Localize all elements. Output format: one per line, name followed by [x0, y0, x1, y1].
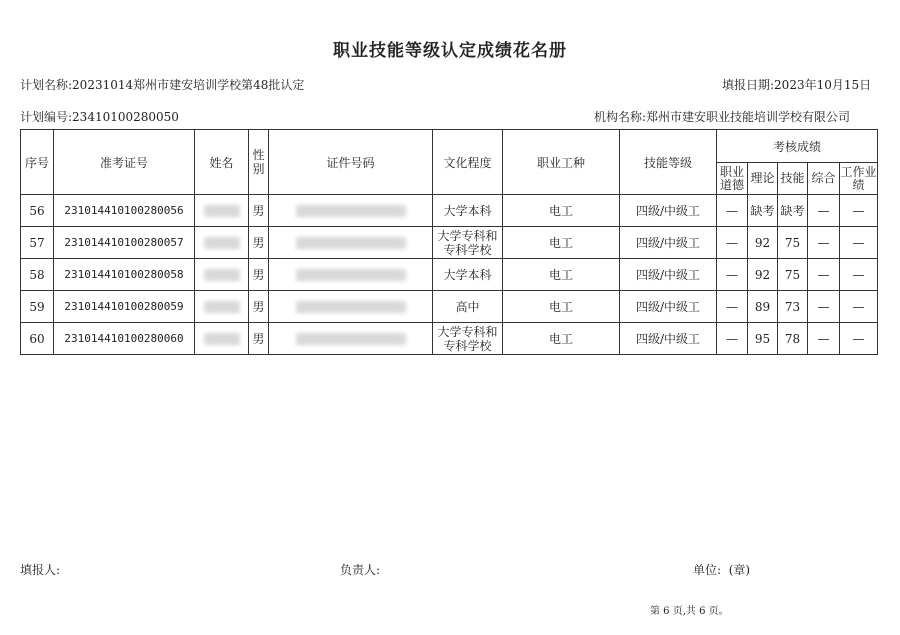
header-theory: 理论: [748, 163, 778, 195]
organization-label: 机构名称:: [594, 110, 647, 124]
cell-comprehensive: —: [808, 259, 840, 291]
cell-theory: 95: [748, 323, 778, 355]
cell-theory: 92: [748, 259, 778, 291]
redaction-blur: [204, 333, 240, 345]
cell-work: —: [840, 195, 878, 227]
cell-ethics: —: [717, 227, 748, 259]
cell-level: 四级/中级工: [620, 195, 717, 227]
organization: [594, 108, 850, 125]
cell-occupation: 电工: [503, 195, 620, 227]
cell-ticket: 231014410100280057: [54, 227, 195, 259]
responsible-label: 负责人:: [340, 563, 381, 577]
cell-seq: 56: [21, 195, 54, 227]
cell-skill: 73: [778, 291, 808, 323]
header-education: 文化程度: [433, 130, 503, 195]
header-work: 工作业绩: [840, 163, 878, 195]
cell-skill: 缺考: [778, 195, 808, 227]
cell-gender: 男: [249, 323, 269, 355]
cell-skill: 78: [778, 323, 808, 355]
cell-seq: 60: [21, 323, 54, 355]
header-name: 姓名: [195, 130, 249, 195]
cell-occupation: 电工: [503, 323, 620, 355]
cell-theory: 89: [748, 291, 778, 323]
document-title: 职业技能等级认定成绩花名册: [333, 41, 567, 61]
header-ethics: 职业道德: [717, 163, 748, 195]
header-id-number: 证件号码: [269, 130, 433, 195]
cell-theory: 缺考: [748, 195, 778, 227]
cell-level: 四级/中级工: [620, 227, 717, 259]
header-ticket: 准考证号: [54, 130, 195, 195]
table-row: [21, 259, 878, 291]
cell-name-redacted: [195, 195, 249, 227]
header-gender: 性别: [249, 130, 269, 195]
fill-date-label: 填报日期:: [722, 78, 775, 92]
cell-ticket: 231014410100280058: [54, 259, 195, 291]
plan-number: [20, 108, 179, 125]
cell-seq: 57: [21, 227, 54, 259]
header-occupation: 职业工种: [503, 130, 620, 195]
table-row: [21, 195, 878, 227]
redaction-blur: [296, 333, 406, 345]
header-seq: 序号: [21, 130, 54, 195]
cell-id-redacted: [269, 323, 433, 355]
header-skill: 技能: [778, 163, 808, 195]
cell-education: 大学本科: [433, 195, 503, 227]
cell-gender: 男: [249, 291, 269, 323]
redaction-blur: [204, 237, 240, 249]
cell-id-redacted: [269, 195, 433, 227]
cell-name-redacted: [195, 259, 249, 291]
page-number: 第 6 页,共 6 页。: [650, 606, 729, 617]
cell-education: 大学专科和专科学校: [433, 227, 503, 259]
table-row: [21, 291, 878, 323]
header-scores-group: 考核成绩: [717, 130, 878, 163]
cell-name-redacted: [195, 227, 249, 259]
redaction-blur: [204, 205, 240, 217]
redaction-blur: [204, 301, 240, 313]
plan-number-label: 计划编号:: [20, 110, 73, 124]
cell-name-redacted: [195, 291, 249, 323]
cell-occupation: 电工: [503, 291, 620, 323]
cell-skill: 75: [778, 259, 808, 291]
score-roster-table: [20, 129, 878, 355]
plan-name-label: 计划名称:: [20, 78, 73, 92]
organization-value: 郑州市建安职业技能培训学校有限公司: [646, 110, 851, 124]
cell-seq: 59: [21, 291, 54, 323]
cell-comprehensive: —: [808, 323, 840, 355]
cell-work: —: [840, 259, 878, 291]
cell-ethics: —: [717, 259, 748, 291]
cell-level: 四级/中级工: [620, 259, 717, 291]
cell-ethics: —: [717, 195, 748, 227]
redaction-blur: [296, 301, 406, 313]
cell-education: 高中: [433, 291, 503, 323]
plan-name-value: 20231014郑州市建安培训学校第48批认定: [72, 78, 305, 92]
cell-occupation: 电工: [503, 227, 620, 259]
table-row: [21, 227, 878, 259]
cell-occupation: 电工: [503, 259, 620, 291]
cell-comprehensive: —: [808, 291, 840, 323]
cell-id-redacted: [269, 291, 433, 323]
cell-comprehensive: —: [808, 195, 840, 227]
plan-name: [20, 76, 304, 93]
unit-signature: [693, 561, 750, 578]
cell-work: —: [840, 227, 878, 259]
cell-ticket: 231014410100280059: [54, 291, 195, 323]
cell-education: 大学本科: [433, 259, 503, 291]
cell-gender: 男: [249, 195, 269, 227]
cell-id-redacted: [269, 259, 433, 291]
cell-ethics: —: [717, 291, 748, 323]
cell-ethics: —: [717, 323, 748, 355]
fill-date: [722, 76, 871, 93]
cell-level: 四级/中级工: [620, 291, 717, 323]
plan-number-value: 23410100280050: [72, 110, 179, 124]
cell-id-redacted: [269, 227, 433, 259]
redaction-blur: [296, 237, 406, 249]
cell-comprehensive: —: [808, 227, 840, 259]
redaction-blur: [296, 269, 406, 281]
cell-work: —: [840, 291, 878, 323]
cell-gender: 男: [249, 259, 269, 291]
fill-date-value: 2023年10月15日: [774, 78, 872, 92]
redaction-blur: [296, 205, 406, 217]
cell-education: 大学专科和专科学校: [433, 323, 503, 355]
seal-placeholder: (章): [728, 563, 751, 577]
cell-level: 四级/中级工: [620, 323, 717, 355]
cell-seq: 58: [21, 259, 54, 291]
header-comprehensive: 综合: [808, 163, 840, 195]
cell-name-redacted: [195, 323, 249, 355]
unit-label: 单位:: [693, 563, 722, 577]
redaction-blur: [204, 269, 240, 281]
cell-ticket: 231014410100280056: [54, 195, 195, 227]
filler-label: 填报人:: [20, 563, 61, 577]
cell-gender: 男: [249, 227, 269, 259]
cell-skill: 75: [778, 227, 808, 259]
cell-work: —: [840, 323, 878, 355]
header-skill-level: 技能等级: [620, 130, 717, 195]
table-row: [21, 323, 878, 355]
cell-ticket: 231014410100280060: [54, 323, 195, 355]
cell-theory: 92: [748, 227, 778, 259]
